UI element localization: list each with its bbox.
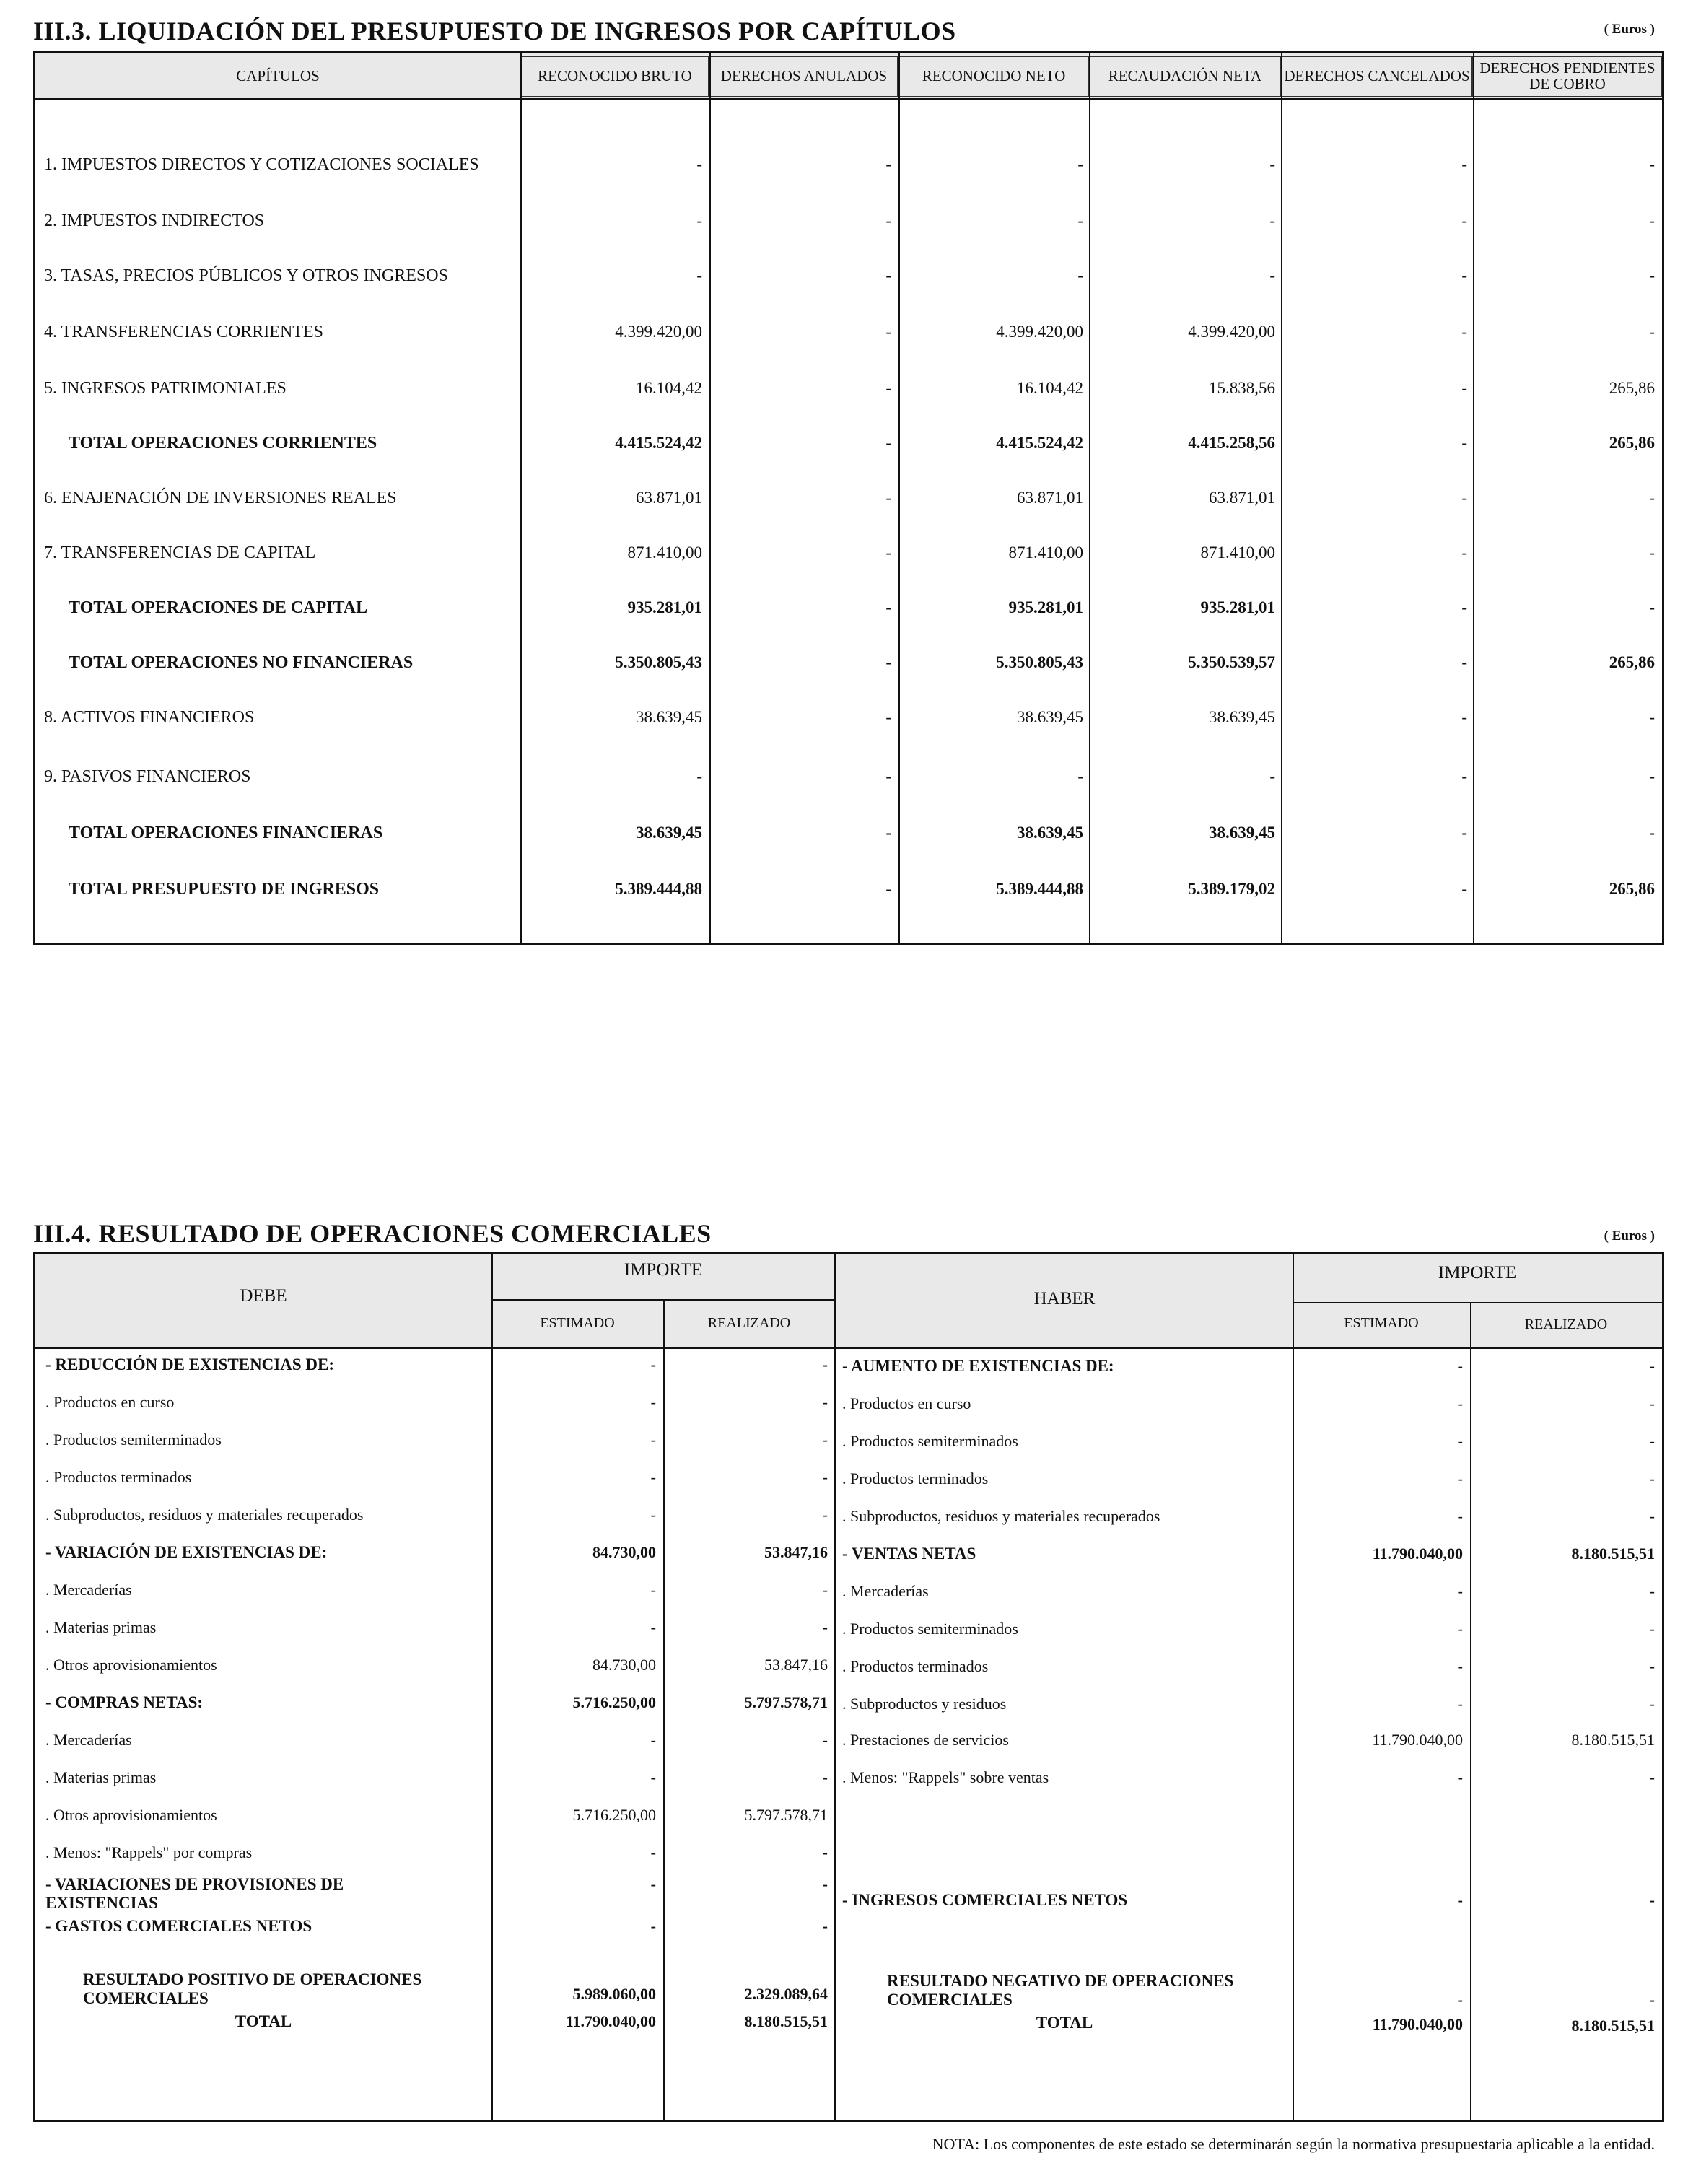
table-cell: 935.281,01 xyxy=(627,598,702,616)
table-cell: - xyxy=(1077,155,1083,173)
table-cell: - xyxy=(696,211,702,230)
resultado-negativo-estimado: - xyxy=(1457,1991,1463,2009)
table-cell: 871.410,00 xyxy=(1200,543,1275,562)
table-cell: 935.281,01 xyxy=(1200,598,1275,616)
table-cell: - xyxy=(885,880,891,898)
realizado-value: - xyxy=(1649,1695,1655,1713)
table-cell: 5.350.805,43 xyxy=(615,653,702,671)
table-row-label: TOTAL OPERACIONES DE CAPITAL xyxy=(69,598,368,617)
table-cell: 38.639,45 xyxy=(636,708,702,726)
realizado-value: - xyxy=(1649,1582,1655,1600)
table-row-label: 7. TRANSFERENCIAS DE CAPITAL xyxy=(44,543,316,562)
realizado-value: - xyxy=(822,1468,828,1486)
table-cell: 4.415.258,56 xyxy=(1188,434,1275,452)
table-cell: 265,86 xyxy=(1609,379,1655,397)
realizado-value: 8.180.515,51 xyxy=(1571,1545,1655,1563)
table-cell: - xyxy=(1649,824,1655,842)
list-item-label: . Productos terminados xyxy=(842,1657,989,1675)
realizado-value: - xyxy=(1649,1469,1655,1488)
list-item-label: . Mercaderías xyxy=(45,1731,132,1749)
estimado-value: - xyxy=(650,1506,656,1524)
list-item-label: - AUMENTO DE EXISTENCIAS DE: xyxy=(842,1357,1114,1375)
table-cell: - xyxy=(1461,211,1467,230)
header-recaudacion-neta: RECAUDACIÓN NETA xyxy=(1089,53,1281,100)
realizado-value: - xyxy=(822,1618,828,1636)
table-row-label: TOTAL PRESUPUESTO DE INGRESOS xyxy=(69,880,380,899)
table-cell: - xyxy=(696,767,702,785)
table-cell: - xyxy=(1269,266,1275,284)
table-cell: - xyxy=(1077,767,1083,785)
estimado-value: - xyxy=(1457,1357,1463,1375)
table-cell: - xyxy=(1077,211,1083,230)
estimado-value: - xyxy=(1457,1507,1463,1525)
estimado-value: - xyxy=(1457,1469,1463,1488)
estimado-value: - xyxy=(1457,1768,1463,1786)
list-item-label: . Mercaderías xyxy=(45,1581,132,1599)
estimado-value: - xyxy=(1457,1432,1463,1450)
table-cell: - xyxy=(1649,211,1655,230)
table-cell: - xyxy=(1649,598,1655,616)
realizado-value: - xyxy=(822,1843,828,1861)
table-cell: - xyxy=(885,824,891,842)
estimado-value: - xyxy=(1457,1891,1463,1909)
table-cell: 4.415.524,42 xyxy=(615,434,702,452)
table-cell: 16.104,42 xyxy=(636,379,702,397)
list-item-label: - COMPRAS NETAS: xyxy=(45,1693,204,1711)
table-cell: 5.350.805,43 xyxy=(996,653,1083,671)
table-row-label: 6. ENAJENACIÓN DE INVERSIONES REALES xyxy=(44,489,397,507)
table-cell: 5.389.444,88 xyxy=(615,880,702,898)
importe-header-haber: IMPORTE xyxy=(1438,1263,1517,1283)
table-cell: - xyxy=(885,266,891,284)
list-item-label: . Subproductos, residuos y materiales recuperados xyxy=(45,1506,364,1524)
header-derechos-anulados: DERECHOS ANULADOS xyxy=(709,53,898,100)
realizado-value: - xyxy=(822,1430,828,1449)
table-cell: 4.399.420,00 xyxy=(1188,323,1275,341)
list-item-label: . Materias primas xyxy=(45,1618,157,1636)
realizado-value: 5.797.578,71 xyxy=(744,1806,828,1824)
header-capitulos: CAPÍTULOS xyxy=(35,53,520,100)
table-cell: - xyxy=(1461,708,1467,726)
table-cell: - xyxy=(1269,211,1275,230)
estimado-value: - xyxy=(650,1875,656,1893)
table-cell: 5.350.539,57 xyxy=(1188,653,1275,671)
list-item-label: . Productos semiterminados xyxy=(842,1620,1018,1638)
revenue-liquidation-table xyxy=(33,51,1664,945)
resultado-negativo-label: RESULTADO NEGATIVO DE OPERACIONES COMERCIALES xyxy=(887,1972,1234,2009)
table-cell: - xyxy=(1461,266,1467,284)
table-row-label: 8. ACTIVOS FINANCIEROS xyxy=(44,708,255,727)
estimado-value: - xyxy=(650,1731,656,1749)
list-item-label: . Productos en curso xyxy=(842,1394,971,1412)
estimado-value: 5.716.250,00 xyxy=(572,1806,656,1824)
table-row-label: TOTAL OPERACIONES CORRIENTES xyxy=(69,434,377,453)
list-item-label: - GASTOS COMERCIALES NETOS xyxy=(45,1917,312,1935)
table-cell: 871.410,00 xyxy=(1008,543,1083,562)
table-cell: - xyxy=(1461,653,1467,671)
table-cell: - xyxy=(1461,155,1467,173)
estimado-value: - xyxy=(1457,1695,1463,1713)
table-cell: - xyxy=(1461,880,1467,898)
resultado-negativo-realizado: - xyxy=(1649,1991,1655,2009)
table-cell: 16.104,42 xyxy=(1017,379,1083,397)
debe-header: DEBE xyxy=(240,1286,287,1306)
estimado-value: 84.730,00 xyxy=(592,1656,656,1674)
realizado-value: - xyxy=(1649,1768,1655,1786)
list-item-label: . Productos semiterminados xyxy=(842,1432,1018,1450)
header-reconocido-bruto: RECONOCIDO BRUTO xyxy=(520,53,709,100)
table-cell: 5.389.179,02 xyxy=(1188,880,1275,898)
realizado-header-haber: REALIZADO xyxy=(1524,1316,1608,1332)
table-cell: - xyxy=(1649,489,1655,507)
realizado-value: - xyxy=(1649,1357,1655,1375)
table-cell: - xyxy=(1461,489,1467,507)
estimado-value: - xyxy=(1457,1657,1463,1675)
table-cell: 38.639,45 xyxy=(1209,824,1275,842)
list-item-label: - INGRESOS COMERCIALES NETOS xyxy=(842,1891,1128,1909)
table-cell: - xyxy=(885,598,891,616)
realizado-value: - xyxy=(1649,1620,1655,1638)
table-cell: - xyxy=(885,543,891,562)
list-item-label: . Otros aprovisionamientos xyxy=(45,1806,217,1824)
resultado-positivo-estimado: 5.989.060,00 xyxy=(572,1985,656,2003)
realizado-value: - xyxy=(822,1875,828,1893)
realizado-value: - xyxy=(822,1768,828,1786)
estimado-value: - xyxy=(650,1468,656,1486)
table-cell: - xyxy=(885,379,891,397)
realizado-value: - xyxy=(822,1731,828,1749)
table-cell: 63.871,01 xyxy=(636,489,702,507)
table-cell: - xyxy=(1649,323,1655,341)
table-cell: - xyxy=(885,708,891,726)
table-cell: - xyxy=(1649,266,1655,284)
realizado-value: - xyxy=(822,1393,828,1411)
table-cell: 871.410,00 xyxy=(627,543,702,562)
importe-header-debe: IMPORTE xyxy=(624,1260,703,1280)
table-cell: - xyxy=(1649,543,1655,562)
estimado-value: - xyxy=(650,1768,656,1786)
table-row-label: 2. IMPUESTOS INDIRECTOS xyxy=(44,211,265,230)
table-cell: - xyxy=(696,155,702,173)
estimado-value: - xyxy=(650,1355,656,1373)
list-item-label: . Productos semiterminados xyxy=(45,1430,222,1449)
realizado-value: - xyxy=(1649,1657,1655,1675)
table-cell: - xyxy=(1461,323,1467,341)
realizado-value: - xyxy=(1649,1507,1655,1525)
total-haber-estimado: 11.790.040,00 xyxy=(1372,2015,1463,2033)
realizado-value: - xyxy=(822,1506,828,1524)
table-row-label: 5. INGRESOS PATRIMONIALES xyxy=(44,379,287,398)
list-item-label: . Subproductos, residuos y materiales recuperados xyxy=(842,1507,1160,1525)
table-cell: 63.871,01 xyxy=(1209,489,1275,507)
table-cell: 38.639,45 xyxy=(1209,708,1275,726)
estimado-value: 84.730,00 xyxy=(592,1543,656,1561)
table-cell: - xyxy=(1649,767,1655,785)
list-item-label: . Productos en curso xyxy=(45,1393,175,1411)
table-cell: - xyxy=(1461,767,1467,785)
realizado-value: 53.847,16 xyxy=(764,1656,828,1674)
realizado-value: - xyxy=(822,1355,828,1373)
table-cell: - xyxy=(885,323,891,341)
table-cell: - xyxy=(1461,598,1467,616)
table-cell: - xyxy=(1461,379,1467,397)
table-cell: 15.838,56 xyxy=(1209,379,1275,397)
estimado-value: 11.790.040,00 xyxy=(1372,1731,1463,1749)
section4-title: III.4. RESULTADO DE OPERACIONES COMERCIALES xyxy=(33,1219,712,1248)
total-debe-label: TOTAL xyxy=(235,2012,292,2030)
realizado-value: - xyxy=(1649,1432,1655,1450)
table-cell: 265,86 xyxy=(1609,880,1655,898)
table-cell: - xyxy=(1269,155,1275,173)
table-cell: 38.639,45 xyxy=(636,824,702,842)
table-cell: - xyxy=(885,489,891,507)
estimado-value: - xyxy=(1457,1394,1463,1412)
total-debe-estimado: 11.790.040,00 xyxy=(565,2012,656,2030)
table-cell: - xyxy=(885,767,891,785)
list-item-label: . Subproductos y residuos xyxy=(842,1695,1007,1713)
table-cell: 4.399.420,00 xyxy=(996,323,1083,341)
resultado-positivo-realizado: 2.329.089,64 xyxy=(744,1985,828,2003)
list-item-label: . Otros aprovisionamientos xyxy=(45,1656,217,1674)
list-item-label: . Mercaderías xyxy=(842,1582,929,1600)
table-cell: - xyxy=(885,155,891,173)
table-cell: 38.639,45 xyxy=(1017,824,1083,842)
estimado-value: - xyxy=(650,1581,656,1599)
estimado-value: 5.716.250,00 xyxy=(572,1693,656,1711)
list-item-label: . Prestaciones de servicios xyxy=(842,1731,1009,1749)
table-cell: 265,86 xyxy=(1609,434,1655,452)
estimado-header-debe: ESTIMADO xyxy=(540,1315,615,1331)
realizado-header-debe: REALIZADO xyxy=(707,1315,791,1331)
list-item-label: . Productos terminados xyxy=(45,1468,192,1486)
list-item-label: - VARIACIONES DE PROVISIONES DE EXISTENCIAS xyxy=(45,1875,344,1912)
table-cell: 38.639,45 xyxy=(1017,708,1083,726)
estimado-value: - xyxy=(1457,1582,1463,1600)
table-cell: - xyxy=(1077,266,1083,284)
list-item-label: - VARIACIÓN DE EXISTENCIAS DE: xyxy=(45,1543,328,1561)
table-cell: - xyxy=(696,266,702,284)
table-cell: 4.399.420,00 xyxy=(615,323,702,341)
table-cell: 5.389.444,88 xyxy=(996,880,1083,898)
estimado-header-haber: ESTIMADO xyxy=(1344,1315,1419,1331)
realizado-value: 8.180.515,51 xyxy=(1571,1731,1655,1749)
table-cell: - xyxy=(1649,708,1655,726)
header-derechos-cancelados: DERECHOS CANCELADOS xyxy=(1281,53,1473,100)
estimado-value: - xyxy=(650,1843,656,1861)
haber-header: HABER xyxy=(1033,1289,1096,1309)
estimado-value: - xyxy=(650,1618,656,1636)
table-cell: - xyxy=(1269,767,1275,785)
realizado-value: - xyxy=(1649,1891,1655,1909)
section3-title: III.3. LIQUIDACIÓN DEL PRESUPUESTO DE INGRESOS POR CAPÍTULOS xyxy=(33,17,956,45)
list-item-label: . Materias primas xyxy=(45,1768,157,1786)
table-cell: - xyxy=(1649,155,1655,173)
realizado-value: - xyxy=(822,1917,828,1935)
section3-units: ( Euros ) xyxy=(1604,22,1655,37)
table-cell: - xyxy=(1461,434,1467,452)
estimado-value: - xyxy=(650,1917,656,1935)
estimado-value: - xyxy=(650,1393,656,1411)
table-cell: 935.281,01 xyxy=(1008,598,1083,616)
list-item-label: . Menos: "Rappels" sobre ventas xyxy=(842,1768,1049,1786)
estimado-value: - xyxy=(650,1430,656,1449)
list-item-label: . Menos: "Rappels" por compras xyxy=(45,1843,253,1861)
list-item-label: - REDUCCIÓN DE EXISTENCIAS DE: xyxy=(45,1355,335,1373)
estimado-value: - xyxy=(1457,1620,1463,1638)
commercial-operations-table xyxy=(33,1252,1664,2122)
realizado-value: 5.797.578,71 xyxy=(744,1693,828,1711)
estimado-value: 11.790.040,00 xyxy=(1372,1545,1463,1563)
realizado-value: - xyxy=(1649,1394,1655,1412)
footnote: NOTA: Los componentes de este estado se determinarán según la normativa presupuestaria aplicable a la entidad. xyxy=(932,2135,1655,2153)
table-cell: - xyxy=(1461,824,1467,842)
table-row-label: TOTAL OPERACIONES NO FINANCIERAS xyxy=(69,653,414,672)
table-cell: - xyxy=(885,211,891,230)
table-cell: - xyxy=(885,434,891,452)
realizado-value: 53.847,16 xyxy=(764,1543,828,1561)
total-debe-realizado: 8.180.515,51 xyxy=(744,2012,828,2030)
header-reconocido-neto: RECONOCIDO NETO xyxy=(898,53,1089,100)
list-item-label: . Productos terminados xyxy=(842,1469,989,1488)
table-row-label: TOTAL OPERACIONES FINANCIERAS xyxy=(69,824,383,842)
list-item-label: - VENTAS NETAS xyxy=(842,1545,976,1563)
header-derechos-pendientes: DERECHOS PENDIENTES DE COBRO xyxy=(1473,53,1662,100)
table-cell: 265,86 xyxy=(1609,653,1655,671)
total-haber-label: TOTAL xyxy=(1036,2014,1093,2032)
realizado-value: - xyxy=(822,1581,828,1599)
resultado-positivo-label: RESULTADO POSITIVO DE OPERACIONES COMERCIALES xyxy=(83,1970,422,2007)
table-row-label: 9. PASIVOS FINANCIEROS xyxy=(44,767,251,786)
total-haber-realizado: 8.180.515,51 xyxy=(1571,2017,1655,2035)
table-row-label: 4. TRANSFERENCIAS CORRIENTES xyxy=(44,323,323,341)
table-cell: - xyxy=(1461,543,1467,562)
table-cell: - xyxy=(885,653,891,671)
table-row-label: 1. IMPUESTOS DIRECTOS Y COTIZACIONES SOCIALES xyxy=(44,155,479,174)
table-cell: 4.415.524,42 xyxy=(996,434,1083,452)
table-cell: 63.871,01 xyxy=(1017,489,1083,507)
table-row-label: 3. TASAS, PRECIOS PÚBLICOS Y OTROS INGRESOS xyxy=(44,266,448,285)
section4-units: ( Euros ) xyxy=(1604,1228,1655,1244)
